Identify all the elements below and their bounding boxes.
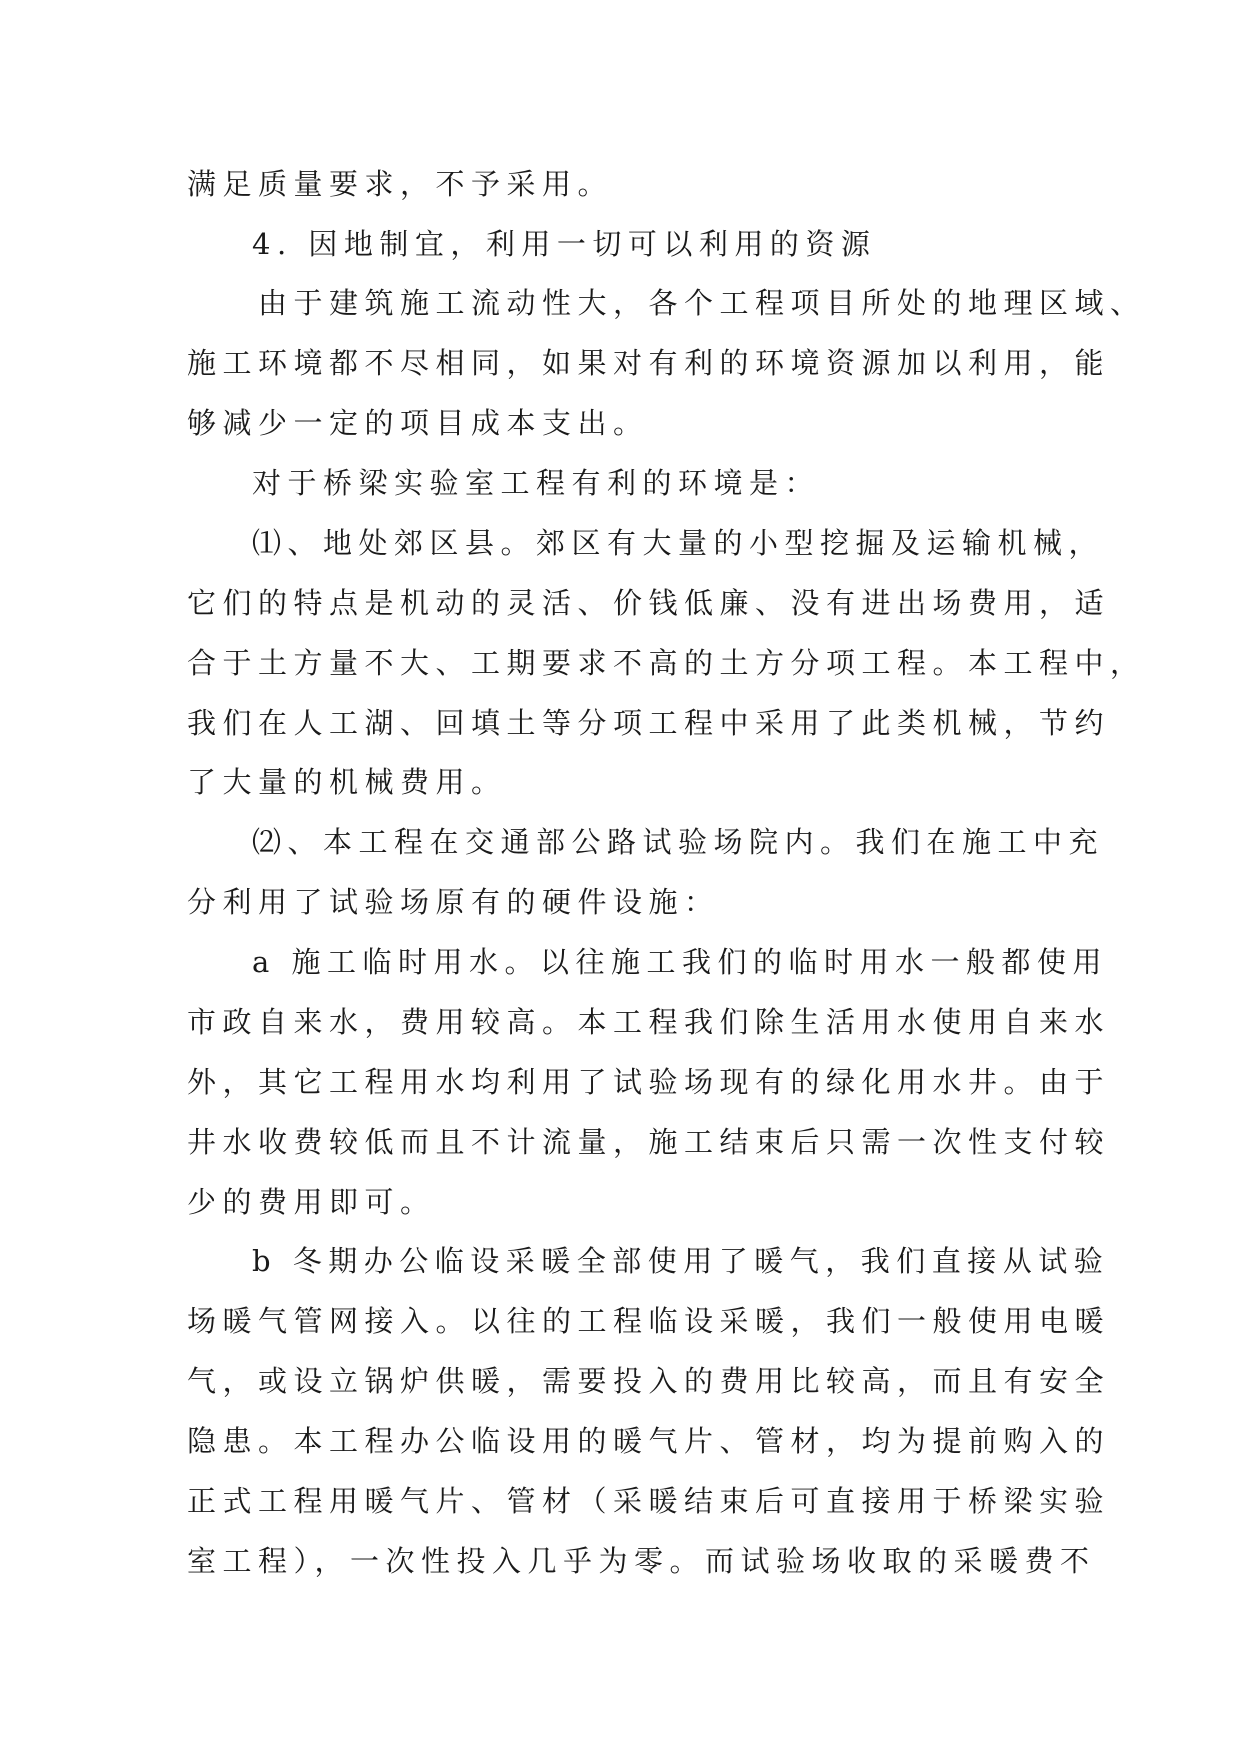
paragraph-line: 够减少一定的项目成本支出。 <box>187 406 649 440</box>
paragraph-line: 外，其它工程用水均利用了试验场现有的绿化用水井。由于 <box>187 1065 1111 1099</box>
paragraph-line: 市政自来水，费用较高。本工程我们除生活用水使用自来水 <box>187 1005 1111 1039</box>
paragraph-line: 由于建筑施工流动性大，各个工程项目所处的地理区域、 <box>258 286 1146 320</box>
paragraph-line: b 冬期办公临设采暖全部使用了暖气，我们直接从试验 <box>252 1244 1110 1278</box>
paragraph-line: 对于桥梁实验室工程有利的环境是： <box>252 466 821 500</box>
paragraph-line: 气，或设立锅炉供暖，需要投入的费用比较高，而且有安全 <box>187 1364 1111 1398</box>
paragraph-line: a 施工临时用水。以往施工我们的临时用水一般都使用 <box>252 945 1109 979</box>
paragraph-line: 隐患。本工程办公临设用的暖气片、管材，均为提前购入的 <box>187 1424 1111 1458</box>
paragraph-line: 室工程），一次性投入几乎为零。而试验场收取的采暖费不 <box>187 1544 1096 1578</box>
paragraph-line: 我们在人工湖、回填土等分项工程中采用了此类机械，节约 <box>187 706 1111 740</box>
paragraph-line: 井水收费较低而且不计流量，施工结束后只需一次性支付较 <box>187 1125 1111 1159</box>
paragraph-line: 少的费用即可。 <box>187 1185 436 1219</box>
paragraph-line: ⑵、本工程在交通部公路试验场院内。我们在施工中充 <box>252 825 1105 859</box>
paragraph-line: 施工环境都不尽相同，如果对有利的环境资源加以利用，能 <box>187 346 1111 380</box>
section-heading: 4. 因地制宜，利用一切可以利用的资源 <box>252 227 877 261</box>
paragraph-line: 合于土方量不大、工期要求不高的土方分项工程。本工程中， <box>187 646 1146 680</box>
paragraph-line: 正式工程用暖气片、管材（采暖结束后可直接用于桥梁实验 <box>187 1484 1111 1518</box>
paragraph-line: 场暖气管网接入。以往的工程临设采暖，我们一般使用电暖 <box>187 1304 1111 1338</box>
paragraph-line: 了大量的机械费用。 <box>187 765 507 799</box>
paragraph-line: 它们的特点是机动的灵活、价钱低廉、没有进出场费用，适 <box>187 586 1111 620</box>
paragraph-line: 分利用了试验场原有的硬件设施： <box>187 885 720 919</box>
paragraph-line: 满足质量要求，不予采用。 <box>187 167 614 201</box>
paragraph-line: ⑴、地处郊区县。郊区有大量的小型挖掘及运输机械， <box>252 526 1105 560</box>
